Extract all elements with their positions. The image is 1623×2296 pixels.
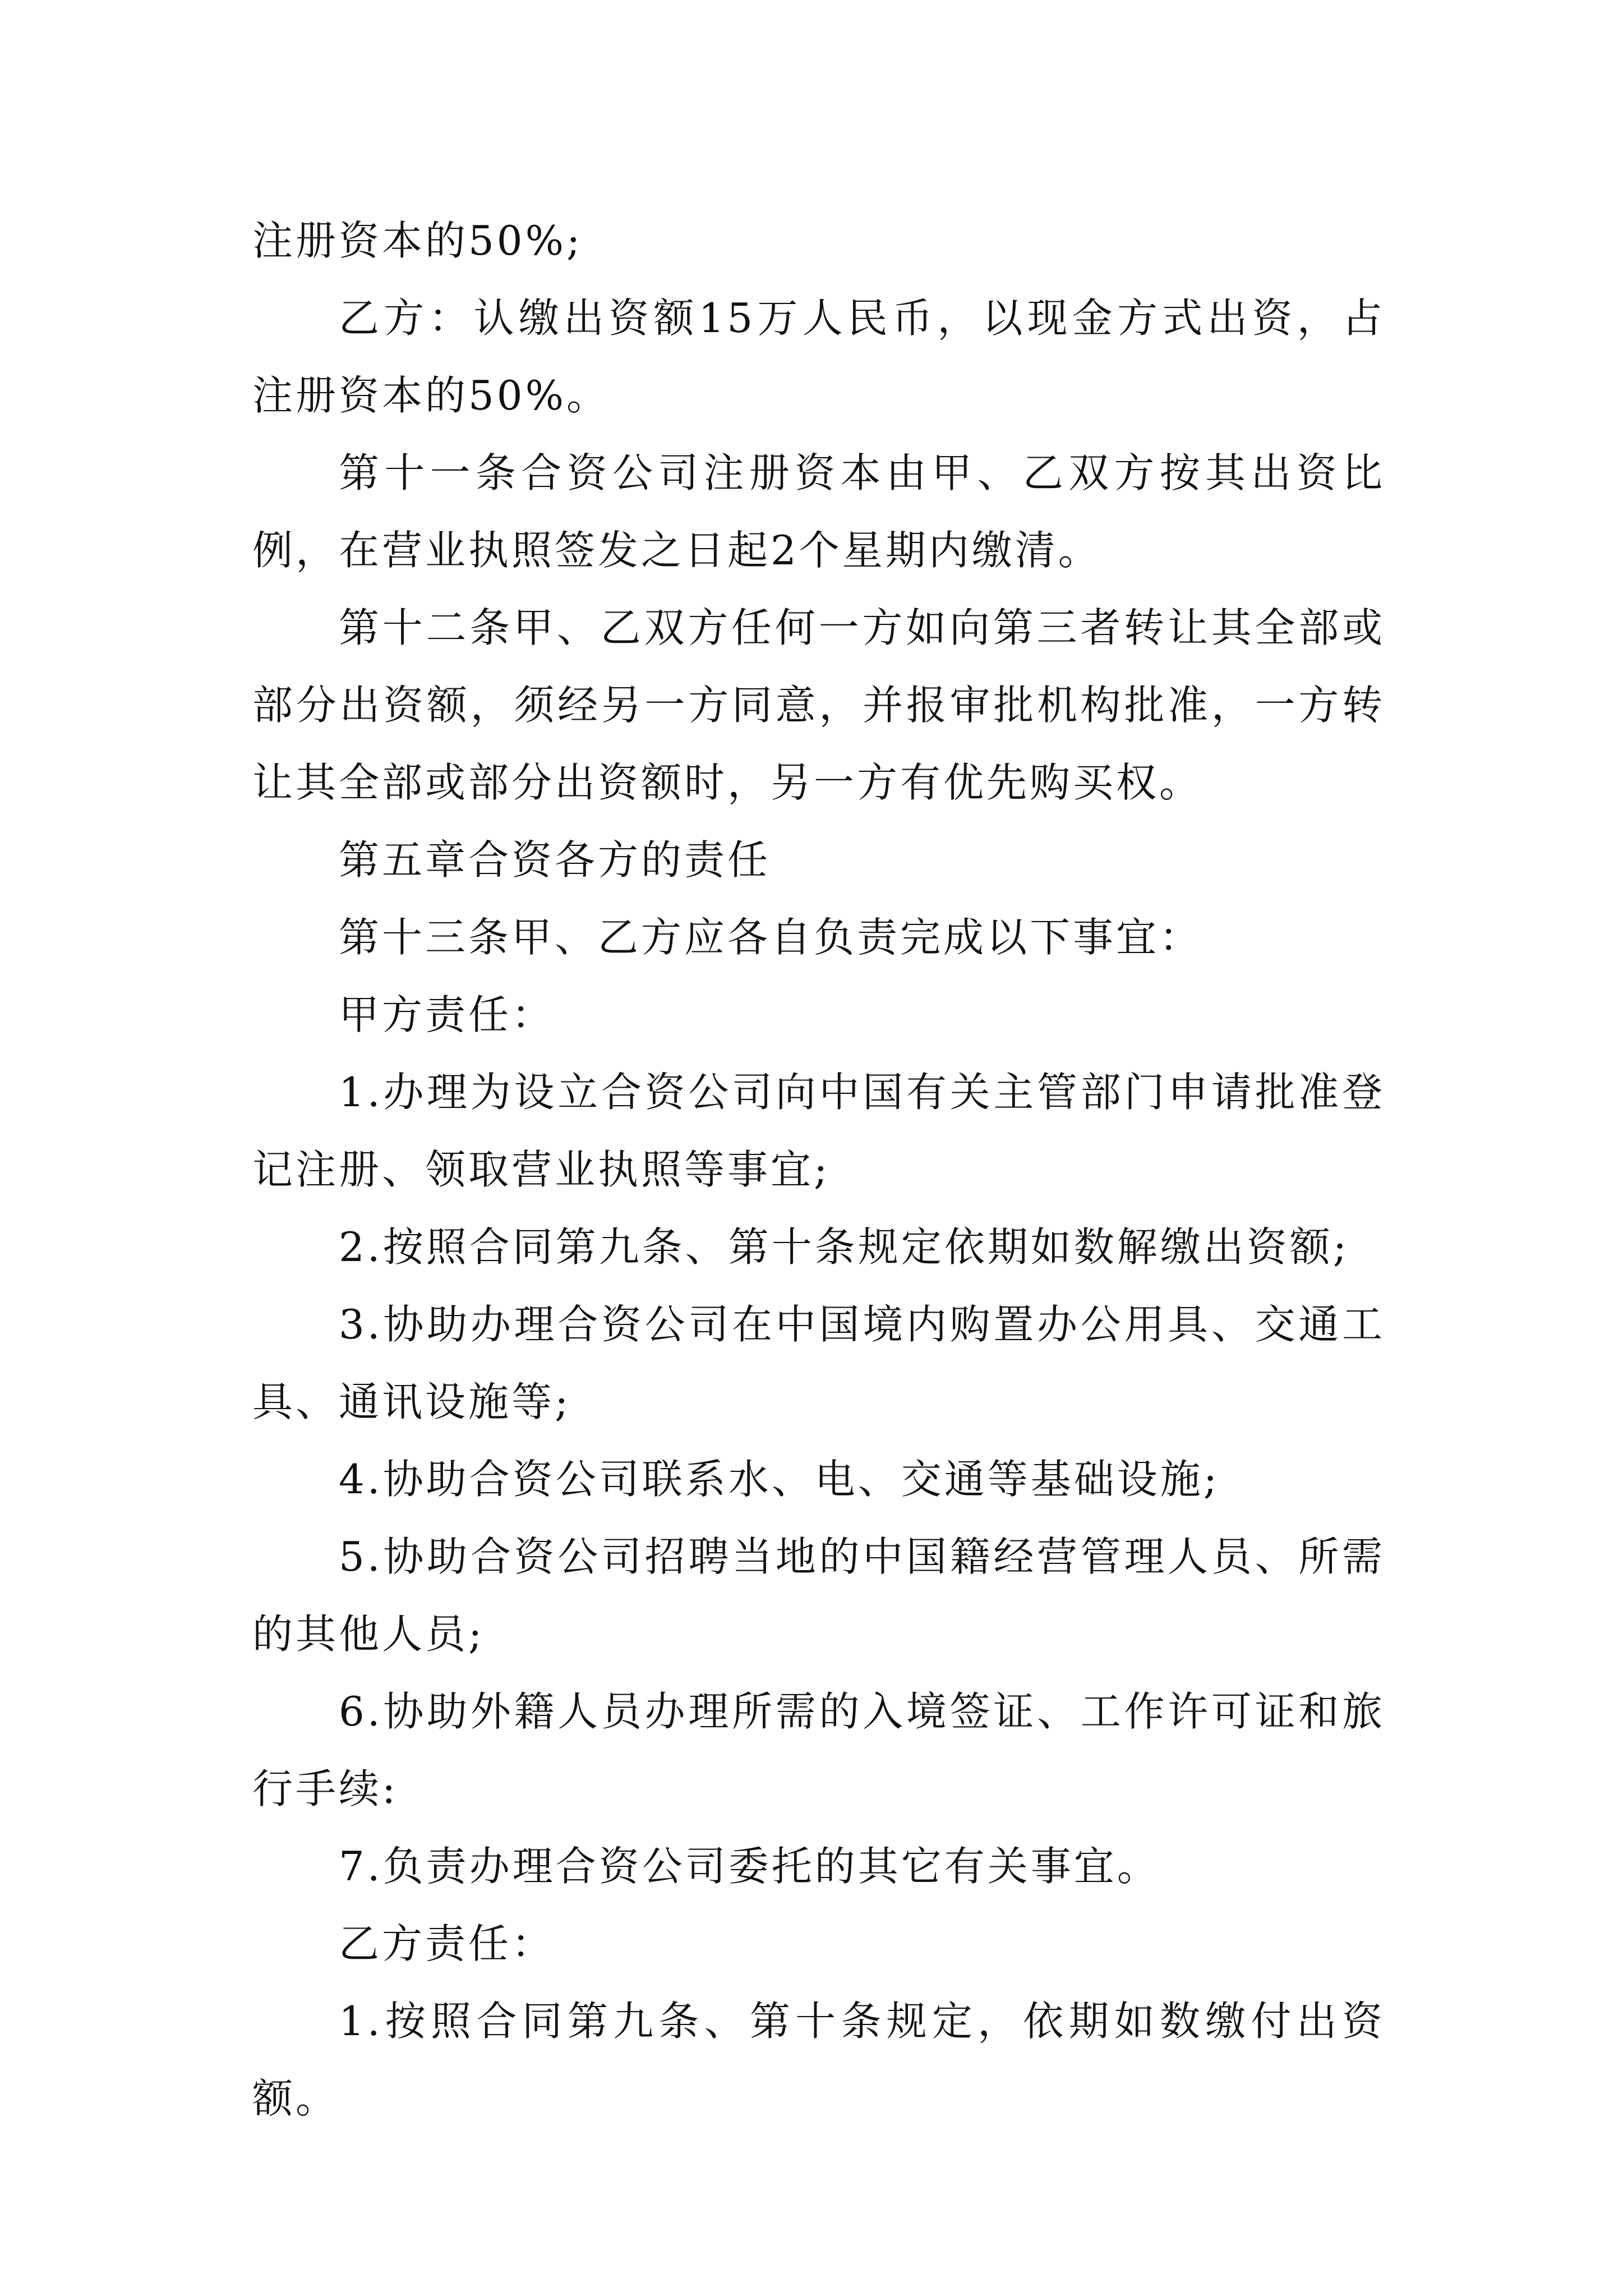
list-item-a-3: 3.协助办理合资公司在中国境内购置办公用具、交通工具、通讯设施等; — [252, 1301, 1385, 1425]
section-heading-party-a-responsibilities: 甲方责任： — [339, 991, 555, 1038]
list-item-b-1: 1.按照合同第九条、第十条规定，依期如数缴付出资额。 — [252, 1998, 1385, 2122]
list-item-a-4: 4.协助合资公司联系水、电、交通等基础设施; — [339, 1456, 1220, 1503]
paragraph-party-b-contribution: 乙方：认缴出资额15万人民币，以现金方式出资，占注册资本的50%。 — [252, 295, 1385, 419]
list-item-a-6: 6.协助外籍人员办理所需的入境签证、工作许可证和旅行手续: — [252, 1688, 1385, 1812]
list-item-a-5: 5.协助合资公司招聘当地的中国籍经营管理人员、所需的其他人员; — [252, 1533, 1385, 1658]
paragraph-article-12: 第十二条甲、乙双方任何一方如向第三者转让其全部或部分出资额，须经另一方同意，并报审批机构批准，一方转让其全部或部分出资额时，另一方有优先购买权。 — [252, 604, 1385, 806]
chapter-heading-responsibilities: 第五章合资各方的责任 — [339, 836, 771, 884]
list-item-a-7: 7.负责办理合资公司委托的其它有关事宜。 — [339, 1843, 1160, 1890]
list-item-a-2: 2.按照合同第九条、第十条规定依期如数解缴出资额; — [339, 1223, 1349, 1271]
list-item-a-1: 1.办理为设立合资公司向中国有关主管部门申请批准登记注册、领取营业执照等事宜; — [252, 1069, 1385, 1193]
document-body — [252, 202, 1385, 2137]
paragraph-article-13: 第十三条甲、乙方应各自负责完成以下事宜： — [339, 914, 1203, 961]
paragraph-registered-capital-continuation: 注册资本的50%; — [252, 217, 583, 264]
section-heading-party-b-responsibilities: 乙方责任： — [339, 1920, 555, 1967]
paragraph-article-11: 第十一条合资公司注册资本由甲、乙双方按其出资比例，在营业执照签发之日起2个星期内缴清。 — [252, 449, 1385, 574]
